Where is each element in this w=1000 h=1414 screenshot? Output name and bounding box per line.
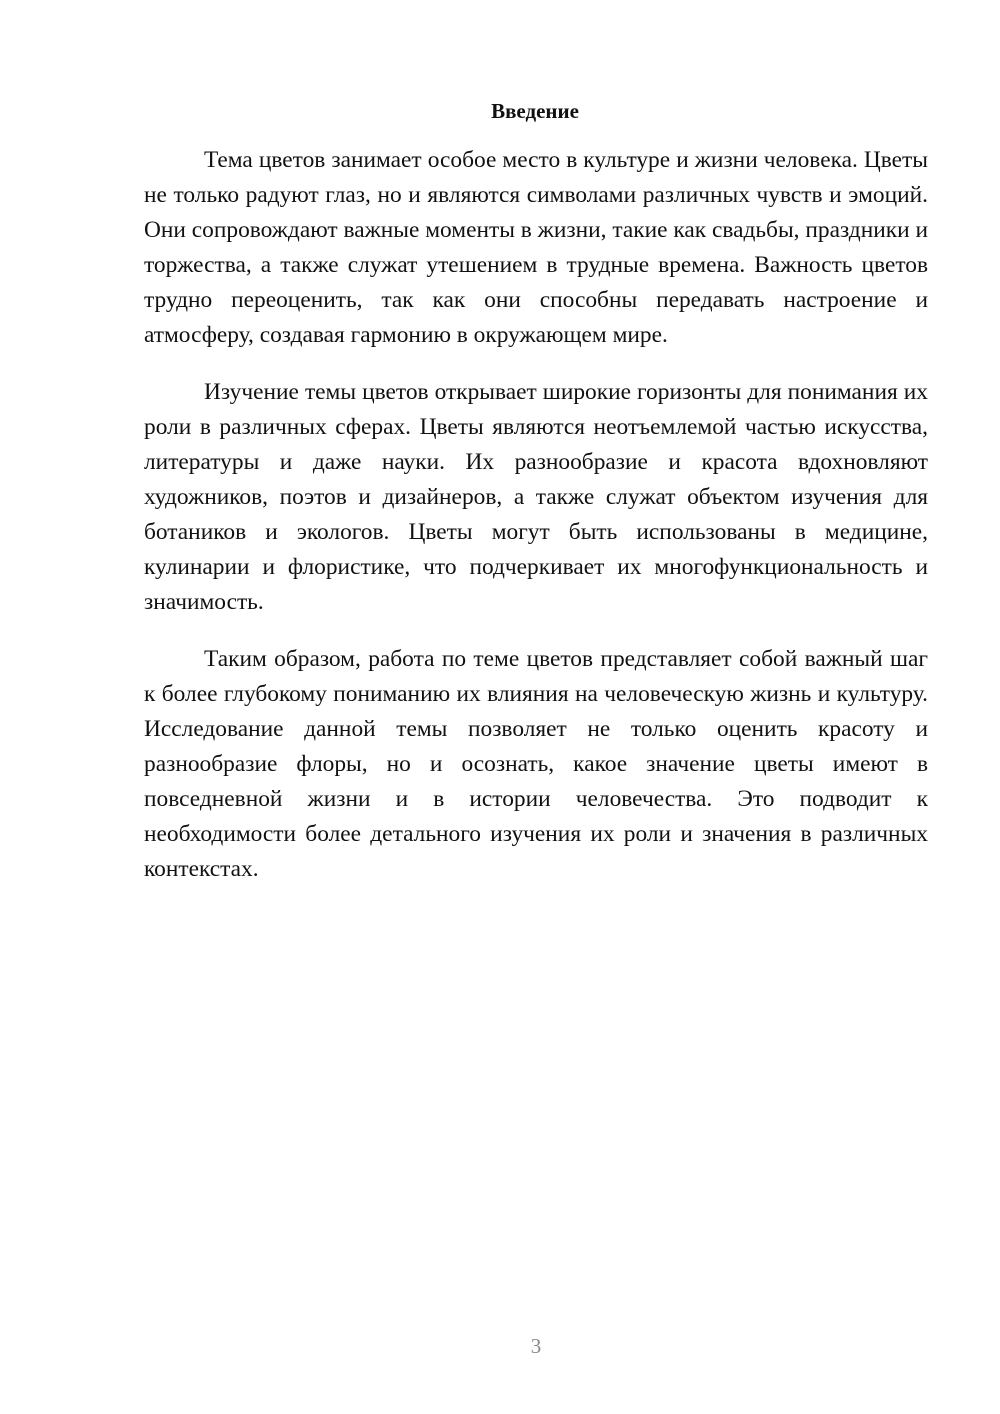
section-heading: Введение bbox=[491, 99, 579, 123]
paragraph-2: Изучение темы цветов открывает широкие горизонты для понимания их роли в различных сферах. Цветы являются неотъемлемой частью искусства, литературы и даже науки. Их разнообразие и красота вдохновляют художников, поэтов и дизайнеров, а также служат объектом изучения для ботаников и экологов. Цветы могут быть использованы в медицине, кулинарии и флористике, что подчеркивает их многофункциональность и значимость. bbox=[144, 379, 928, 615]
page-number: 3 bbox=[530, 1334, 542, 1358]
body-text bbox=[144, 143, 928, 909]
paragraph-1: Тема цветов занимает особое место в культуре и жизни человека. Цветы не только радуют глаз, но и являются символами различных чувств и эмоций. Они сопровождают важные моменты в жизни, такие как свадьбы, праздники и торжества, а также служат утешением в трудные времена. Важность цветов трудно переоценить, так как они способны передавать настроение и атмосферу, создавая гармонию в окружающем мире. bbox=[144, 147, 928, 348]
paragraph-3: Таким образом, работа по теме цветов представляет собой важный шаг к более глубокому пониманию их влияния на человеческую жизнь и культуру. Исследование данной темы позволяет не только оценить красоту и разнообразие флоры, но и осознать, какое значение цветы имеют в повседневной жизни и в истории человечества. Это подводит к необходимости более детального изучения их роли и значения в различных контекстах. bbox=[144, 646, 928, 882]
